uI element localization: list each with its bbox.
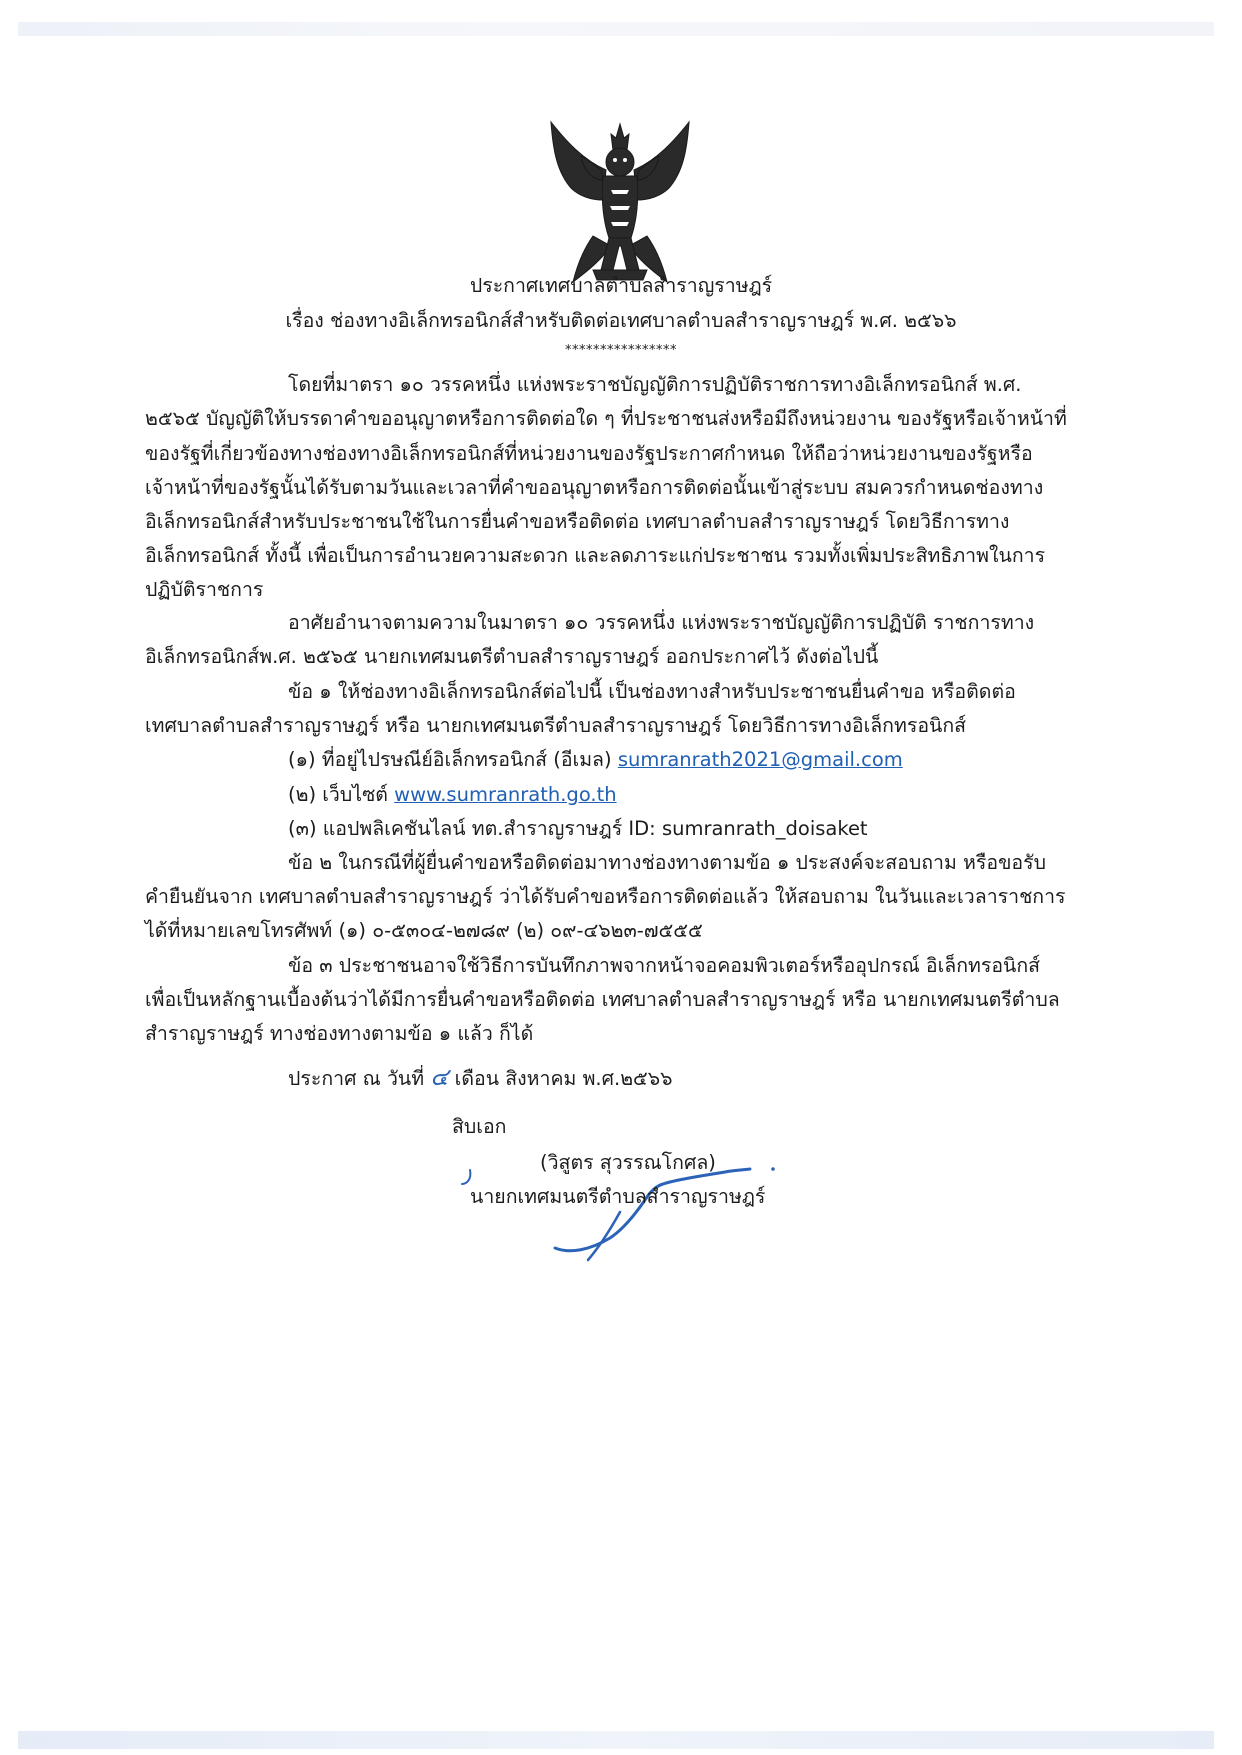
header-separator: **************** — [565, 343, 677, 358]
channel-line-item: (๓) แอปพลิเคชันไลน์ ทต.สำราญราษฎร์ ID: sumranrath_doisaket — [288, 817, 868, 840]
paragraph-1-line: ๒๕๖๕ บัญญัติให้บรรดาคำขออนุญาตหรือการติดต่อใด ๆ ที่ประชาชนส่งหรือมีถึงหน่วยงาน ของรัฐหรือเจ้าหน้าที่ — [145, 407, 1067, 430]
announcement-date-prefix: ประกาศ ณ วันที่ — [288, 1067, 425, 1090]
clause-1-line: ข้อ ๑ ให้ช่องทางอิเล็กทรอนิกส์ต่อไปนี้ เป็นช่องทางสำหรับประชาชนยื่นคำขอ หรือติดต่อ — [288, 680, 1016, 703]
paragraph-2-line: อิเล็กทรอนิกส์พ.ศ. ๒๕๖๕ นายกเทศมนตรีตำบลสำราญราษฎร์ ออกประกาศไว้ ดังต่อไปนี้ — [145, 645, 879, 668]
clause-2-line: คำยืนยันจาก เทศบาลตำบลสำราญราษฎร์ ว่าได้รับคำขอหรือการติดต่อแล้ว ให้สอบถาม ในวันและเวลาราชการ — [145, 885, 1066, 908]
clause-2-line: ข้อ ๒ ในกรณีที่ผู้ยื่นคำขอหรือติดต่อมาทางช่องทางตามข้อ ๑ ประสงค์จะสอบถาม หรือขอรับ — [288, 851, 1046, 874]
signer-position: นายกเทศมนตรีตำบลสำราญราษฎร์ — [470, 1185, 766, 1208]
clause-3-line: เพื่อเป็นหลักฐานเบื้องต้นว่าได้มีการยื่นคำขอหรือติดต่อ เทศบาลตำบลสำราญราษฎร์ หรือ นายกเทศมนตรีตำบล — [145, 988, 1060, 1011]
paragraph-2-line: อาศัยอำนาจตามความในมาตรา ๑๐ วรรคหนึ่ง แห่งพระราชบัญญัติการปฏิบัติ ราชการทาง — [288, 611, 1035, 634]
paragraph-1-line: โดยที่มาตรา ๑๐ วรรคหนึ่ง แห่งพระราชบัญญัติการปฏิบัติราชการทางอิเล็กทรอนิกส์ พ.ศ. — [288, 373, 1022, 396]
paragraph-1-line: อิเล็กทรอนิกส์ ทั้งนี้ เพื่อเป็นการอำนวยความสะดวก และลดภาระแก่ประชาชน รวมทั้งเพิ่มประสิทธิภาพในการ — [145, 544, 1046, 567]
document-title: ประกาศเทศบาลตำบลสำราญราษฎร์ — [469, 274, 773, 297]
announcement-date — [288, 1065, 673, 1089]
signer-rank: สิบเอก — [452, 1115, 507, 1138]
announcement-day-handwritten: ๔ — [430, 1063, 449, 1091]
scan-edge-bottom — [18, 1731, 1214, 1749]
document-subject: เรื่อง ช่องทางอิเล็กทรอนิกส์สำหรับติดต่อเทศบาลตำบลสำราญราษฎร์ พ.ศ. ๒๕๖๖ — [285, 309, 957, 332]
channel-website-label: (๒) เว็บไซต์ — [288, 783, 388, 806]
paragraph-1-line: เจ้าหน้าที่ของรัฐนั้นได้รับตามวันและเวลาที่คำขออนุญาตหรือการติดต่อนั้นเข้าสู่ระบบ สมควรกำหนดช่องทาง — [145, 476, 1044, 499]
channel-website-item — [288, 785, 617, 805]
clause-1-line: เทศบาลตำบลสำราญราษฎร์ หรือ นายกเทศมนตรีตำบลสำราญราษฎร์ โดยวิธีการทางอิเล็กทรอนิกส์ — [145, 714, 967, 737]
website-link[interactable]: www.sumranrath.go.th — [394, 783, 617, 806]
clause-2-line: ได้ที่หมายเลขโทรศัพท์ (๑) ๐-๕๓๐๔-๒๗๘๙ (๒) ๐๙-๔๖๒๓-๗๕๕๕ — [145, 919, 703, 942]
clause-3-line: ข้อ ๓ ประชาชนอาจใช้วิธีการบันทึกภาพจากหน้าจอคอมพิวเตอร์หรืออุปกรณ์ อิเล็กทรอนิกส์ — [288, 954, 1041, 977]
email-link[interactable]: sumranrath2021@gmail.com — [617, 748, 903, 771]
clause-3-line: สำราญราษฎร์ ทางช่องทางตามข้อ ๑ แล้ว ก็ได้ — [145, 1022, 534, 1045]
scan-edge-top — [18, 22, 1214, 36]
signer-name: (วิสูตร สุวรรณโกศล) — [540, 1151, 716, 1174]
paragraph-1-line: ปฏิบัติราชการ — [145, 578, 264, 601]
channel-email-item — [288, 750, 903, 770]
paragraph-1-line: อิเล็กทรอนิกส์สำหรับประชาชนใช้ในการยื่นคำขอหรือติดต่อ เทศบาลตำบลสำราญราษฎร์ โดยวิธีการทาง — [145, 510, 1010, 533]
announcement-date-suffix: เดือน สิงหาคม พ.ศ.๒๕๖๖ — [454, 1067, 673, 1090]
garuda-emblem-icon — [543, 120, 697, 292]
paragraph-1-line: ของรัฐที่เกี่ยวข้องทางช่องทางอิเล็กทรอนิกส์ที่หน่วยงานของรัฐประกาศกำหนด ให้ถือว่าหน่วยงานของรัฐหรือ — [145, 442, 1033, 465]
channel-email-label: (๑) ที่อยู่ไปรษณีย์อิเล็กทรอนิกส์ (อีเมล) — [288, 748, 612, 771]
